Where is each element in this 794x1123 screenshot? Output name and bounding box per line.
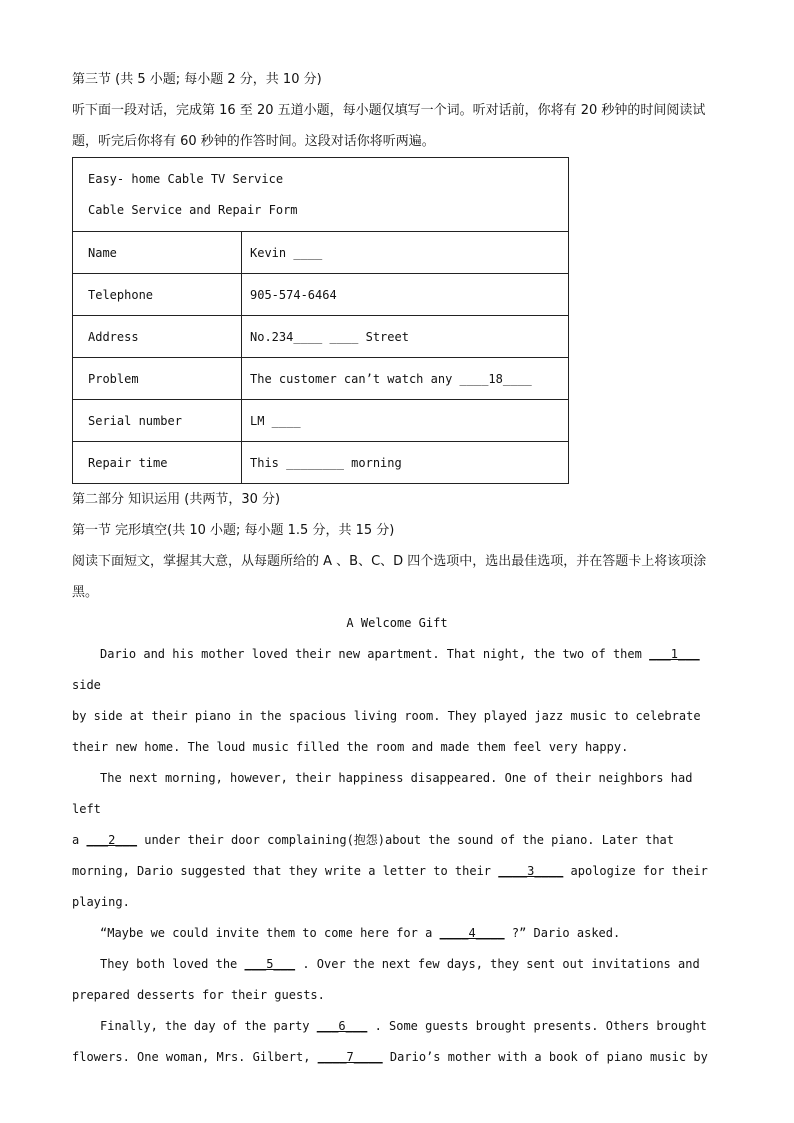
form-label: Serial number [73, 400, 242, 442]
passage-title: A Welcome Gift [346, 616, 448, 630]
passage-line: their new home. The loud music filled the room and made them feel very happy. [72, 740, 629, 754]
form-label: Telephone [73, 274, 242, 316]
form-row-problem [73, 358, 569, 400]
form-value: LM ____ [242, 400, 569, 442]
part2-instructions: 阅读下面短文，掌握其大意，从每题所给的 A 、B、C、D 四个选项中，选出最佳选项，并在答题卡上将该项涂黑。 [72, 554, 707, 600]
form-title-line2: Cable Service and Repair Form [88, 202, 298, 217]
part2-section1-heading: 第一节 完形填空(共 10 小题; 每小题 1.5 分，共 15 分) [72, 523, 395, 538]
blank-6: ___6___ [316, 1019, 368, 1033]
passage-line: prepared desserts for their guests. [72, 988, 325, 1002]
form-row-telephone [73, 274, 569, 316]
section3-heading: 第三节 (共 5 小题; 每小题 2 分，共 10 分) [72, 72, 322, 87]
passage-line: Finally, the day of the party ___6___ . Some guests brought presents. Others brought [100, 1019, 707, 1033]
passage-line: They both loved the ___5___ . Over the next few days, they sent out invitations and [100, 957, 700, 971]
passage-line: “Maybe we could invite them to come here for a ____4____ ?” Dario asked. [100, 926, 621, 940]
form-row-name [73, 232, 569, 274]
form-label: Name [73, 232, 242, 274]
form-value: 905-574-6464 [242, 274, 569, 316]
form-title-line1: Easy- home Cable TV Service [88, 171, 284, 186]
blank-7: ____7____ [317, 1050, 383, 1064]
form-header [73, 158, 569, 232]
form-label: Problem [73, 358, 242, 400]
passage-line: flowers. One woman, Mrs. Gilbert, ____7____ Dario’s mother with a book of piano music by [72, 1050, 708, 1064]
passage-line: Dario and his mother loved their new apartment. That night, the two of them ___1___ side [72, 647, 700, 692]
document-page [72, 64, 722, 1073]
passage-line: playing. [72, 895, 130, 909]
form-label: Repair time [73, 442, 242, 484]
passage-line: by side at their piano in the spacious living room. They played jazz music to celebrate [72, 709, 701, 723]
blank-5: ___5___ [244, 957, 296, 971]
passage-line: The next morning, however, their happiness disappeared. One of their neighbors had left [72, 771, 693, 816]
passage-line: a ___2___ under their door complaining(抱怨)about the sound of the piano. Later that [72, 833, 675, 847]
form-label: Address [73, 316, 242, 358]
form-row-serial-number [73, 400, 569, 442]
form-value: No.234____ ____ Street [242, 316, 569, 358]
form-value: The customer can’t watch any ____18____ [242, 358, 569, 400]
form-row-repair-time [73, 442, 569, 484]
blank-4: ____4____ [439, 926, 505, 940]
section3-instructions: 听下面一段对话，完成第 16 至 20 五道小题，每小题仅填写一个词。听对话前，你将有 20 秒钟的时间阅读试题，听完后你将有 60 秒钟的作答时间。这段对话你将听两遍。 [72, 103, 706, 149]
passage-line: morning, Dario suggested that they write a letter to their ____3____ apologize for their [72, 864, 708, 878]
form-value: Kevin ____ [242, 232, 569, 274]
blank-1: ___1___ [649, 647, 700, 661]
blank-3: ____3____ [498, 864, 564, 878]
part2-heading: 第二部分 知识运用 (共两节，30 分) [72, 492, 281, 507]
blank-2: ___2___ [86, 833, 138, 847]
form-row-address [73, 316, 569, 358]
form-value: This ________ morning [242, 442, 569, 484]
cable-service-form [72, 157, 569, 484]
